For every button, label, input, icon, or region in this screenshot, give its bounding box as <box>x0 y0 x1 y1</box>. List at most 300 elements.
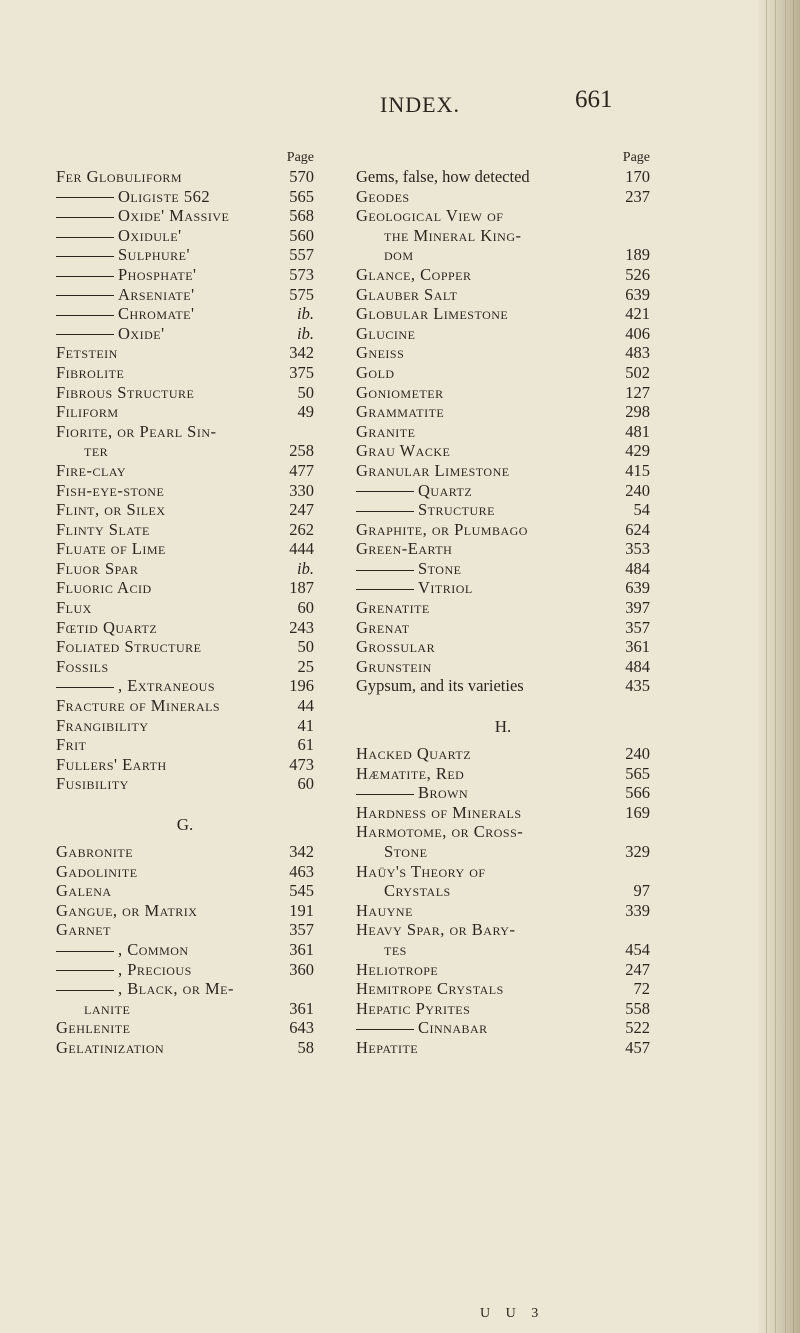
entry-label <box>356 265 472 285</box>
entry-label <box>356 920 515 940</box>
right-column <box>356 148 650 1058</box>
entry-text: Fullers' Earth <box>56 754 167 774</box>
index-entry <box>56 940 314 960</box>
entries-f <box>56 167 314 794</box>
entry-label <box>56 402 119 422</box>
ditto-rule <box>56 217 114 218</box>
entry-label <box>56 245 190 265</box>
index-entry <box>356 960 650 980</box>
entry-label <box>56 735 87 755</box>
entry-text: Flux <box>56 598 92 618</box>
entry-label <box>56 187 210 207</box>
index-entry <box>356 744 650 764</box>
left-column <box>56 148 314 1058</box>
entry-text: Fœtid Quartz <box>56 617 158 637</box>
entry-page: 361 <box>625 637 650 657</box>
index-entry <box>356 167 650 187</box>
entry-label <box>56 1038 164 1058</box>
index-entry <box>356 285 650 305</box>
index-entry <box>56 265 314 285</box>
entry-label <box>356 618 410 638</box>
entry-label <box>56 206 229 226</box>
entry-text: Grau Wacke <box>356 441 451 461</box>
entry-label <box>356 324 415 344</box>
index-entry <box>56 755 314 775</box>
index-entry <box>56 187 314 207</box>
entry-text: Gangue, or Matrix <box>56 900 198 920</box>
entry-page: 247 <box>625 959 650 979</box>
entry-label <box>56 979 234 999</box>
index-entry <box>356 539 650 559</box>
index-entry <box>56 960 314 980</box>
entry-page: 502 <box>625 362 650 382</box>
entry-label <box>384 842 427 862</box>
ditto-rule <box>356 511 414 512</box>
index-entry <box>56 735 314 755</box>
entry-page: 25 <box>297 656 314 676</box>
index-entry <box>356 206 650 226</box>
index-entry <box>56 901 314 921</box>
index-entry <box>56 920 314 940</box>
entry-page: 573 <box>289 264 314 284</box>
entry-page: 50 <box>297 382 314 402</box>
entry-page: 360 <box>289 959 314 979</box>
index-entry <box>356 559 650 579</box>
entry-label <box>56 716 149 736</box>
index-entry <box>56 1038 314 1058</box>
entry-label <box>56 881 112 901</box>
ditto-rule <box>56 334 114 335</box>
entry-text: , Extraneous <box>118 676 215 696</box>
ditto-rule <box>56 256 114 257</box>
entry-label <box>356 285 457 305</box>
entry-text: Stone <box>418 558 462 578</box>
page-number: 661 <box>575 86 613 113</box>
entry-page: 170 <box>625 167 650 186</box>
entry-text: Geological View of <box>356 206 504 226</box>
entry-page: 463 <box>289 861 314 881</box>
entry-page: 421 <box>625 304 650 324</box>
entry-page: 330 <box>289 480 314 500</box>
entry-label <box>384 881 451 901</box>
entry-text: Hepatic Pyrites <box>356 998 471 1018</box>
index-entry <box>356 881 650 901</box>
entry-page: 454 <box>625 939 650 959</box>
entry-label <box>356 304 508 324</box>
entry-label <box>56 559 138 579</box>
entry-page: 481 <box>625 421 650 441</box>
entry-text: Crystals <box>384 881 451 901</box>
entry-label <box>356 578 473 598</box>
index-entry <box>56 716 314 736</box>
entries-h <box>356 744 650 1058</box>
entry-label <box>56 285 195 305</box>
entry-text: Fiorite, or Pearl Sin- <box>56 421 217 441</box>
index-entry <box>56 979 314 999</box>
entry-label <box>356 559 461 579</box>
index-entry <box>356 764 650 784</box>
entry-page: ib. <box>297 558 314 578</box>
entries-g-cont <box>356 167 650 696</box>
entry-label <box>56 676 215 696</box>
entry-text: Oligiste 562 <box>118 186 211 206</box>
index-entry <box>56 245 314 265</box>
entry-page: 473 <box>289 754 314 774</box>
ditto-rule <box>56 970 114 971</box>
entry-text: Fusibility <box>56 774 129 794</box>
entry-page: 361 <box>289 998 314 1018</box>
entry-text: Heliotrope <box>356 959 439 979</box>
index-entry <box>356 304 650 324</box>
entry-label <box>356 979 504 999</box>
entry-page: 457 <box>625 1037 650 1057</box>
index-entry <box>56 539 314 559</box>
entry-page: 44 <box>297 696 314 716</box>
entry-label <box>356 500 495 520</box>
entry-text: dom <box>384 245 414 265</box>
entry-text: Fish-eye-stone <box>56 480 165 500</box>
entry-page: 298 <box>625 402 650 422</box>
entries-g <box>56 842 314 1058</box>
entry-text: Gabronite <box>56 842 134 861</box>
running-head <box>0 92 800 118</box>
entry-label <box>56 520 150 540</box>
entry-text: Gehlenite <box>56 1018 131 1038</box>
index-entry <box>356 842 650 862</box>
entry-page: 566 <box>625 783 650 803</box>
entry-label <box>356 520 528 540</box>
ditto-rule <box>56 687 114 688</box>
entry-label <box>356 901 413 921</box>
entry-text: , Black, or Me- <box>118 979 234 999</box>
entry-label <box>56 842 133 862</box>
index-entry <box>356 383 650 403</box>
entry-label <box>56 940 189 960</box>
index-entry <box>56 500 314 520</box>
entry-label <box>356 999 470 1019</box>
entry-label <box>56 500 166 520</box>
entry-text: Galena <box>56 881 112 901</box>
entry-text: Oxidule' <box>118 225 182 245</box>
entry-text: Frit <box>56 735 87 755</box>
entry-label <box>356 862 486 882</box>
entry-page: 72 <box>633 979 650 999</box>
index-entry <box>56 226 314 246</box>
entry-page: 240 <box>625 744 650 764</box>
entry-page: 60 <box>297 598 314 618</box>
entry-page: 429 <box>625 441 650 461</box>
index-entry <box>56 481 314 501</box>
entry-text: Fetstein <box>56 343 118 363</box>
entry-text: Globular Limestone <box>356 304 509 324</box>
entry-text: Quartz <box>418 480 473 500</box>
index-entry <box>56 842 314 862</box>
entry-page: 526 <box>625 264 650 284</box>
entry-label <box>56 901 197 921</box>
entry-page: 127 <box>625 382 650 402</box>
entry-label <box>356 383 444 403</box>
index-entry <box>56 402 314 422</box>
entry-text: , Precious <box>118 959 192 979</box>
index-entry <box>356 920 650 940</box>
entry-text: Grossular <box>356 637 436 657</box>
index-entry <box>356 598 650 618</box>
entry-page: 60 <box>297 774 314 794</box>
entry-label <box>56 539 166 559</box>
entry-page: 639 <box>625 578 650 598</box>
index-entry <box>356 324 650 344</box>
entry-page: 237 <box>625 186 650 206</box>
entry-text: Grunstein <box>356 656 432 676</box>
ditto-rule <box>356 491 414 492</box>
index-entry <box>56 167 314 187</box>
index-entry <box>356 657 650 677</box>
entry-text: Grenat <box>356 617 410 637</box>
index-entry <box>56 324 314 344</box>
index-entry <box>356 245 650 265</box>
entry-text: , Common <box>118 939 189 959</box>
entry-label <box>384 245 414 265</box>
entry-label <box>56 481 164 501</box>
entry-text: Harmotome, or Cross- <box>356 822 524 842</box>
entry-page: 643 <box>289 1018 314 1038</box>
entry-page: 545 <box>289 881 314 901</box>
entry-text: Hæmatite, Red <box>356 763 465 783</box>
entry-text: Gold <box>356 362 395 382</box>
entry-text: Grenatite <box>356 598 430 618</box>
entry-page: 240 <box>625 480 650 500</box>
index-entry <box>356 783 650 803</box>
ditto-rule <box>56 990 114 991</box>
entry-text: Fibrous Structure <box>56 382 195 402</box>
entry-label <box>56 920 111 940</box>
ditto-rule <box>56 295 114 296</box>
entry-text: Fossils <box>56 656 109 676</box>
entry-label <box>56 343 118 363</box>
entry-label <box>356 422 415 442</box>
index-entry <box>356 520 650 540</box>
index-entry <box>356 901 650 921</box>
index-entry <box>356 618 650 638</box>
index-entry <box>356 1038 650 1058</box>
index-entry <box>56 441 314 461</box>
index-entry <box>56 343 314 363</box>
entry-label <box>56 657 109 677</box>
ditto-rule <box>56 951 114 952</box>
ditto-rule <box>356 589 414 590</box>
entry-page: 522 <box>625 1018 650 1038</box>
index-entry <box>56 1018 314 1038</box>
entry-label <box>356 1018 488 1038</box>
entry-text: Haüy's Theory of <box>356 861 486 881</box>
entry-page: 397 <box>625 598 650 618</box>
entry-page: 342 <box>289 842 314 861</box>
ditto-rule <box>356 794 414 795</box>
entry-page: 565 <box>289 186 314 206</box>
entry-page: 361 <box>289 939 314 959</box>
entry-page: 357 <box>289 920 314 940</box>
entry-page: 61 <box>297 735 314 755</box>
entry-text: Gneiss <box>356 343 405 363</box>
running-title: INDEX. <box>380 92 460 117</box>
index-entry <box>56 422 314 442</box>
entry-page: 54 <box>633 500 650 520</box>
entry-page: 560 <box>289 225 314 245</box>
entry-text: Phosphate' <box>118 264 197 284</box>
entry-text: Gelatinization <box>56 1037 165 1057</box>
entry-label <box>356 461 510 481</box>
entry-text: Hacked Quartz <box>356 744 472 764</box>
entry-label <box>356 441 450 461</box>
entry-text: Graphite, or Plumbago <box>356 519 528 539</box>
entry-label <box>56 1018 130 1038</box>
entry-label <box>84 999 130 1019</box>
entry-label <box>356 803 522 823</box>
entry-page: 187 <box>289 578 314 598</box>
entry-label <box>356 764 464 784</box>
entry-page: 444 <box>289 539 314 559</box>
entry-page: 189 <box>625 245 650 265</box>
entry-label <box>56 598 92 618</box>
index-entry <box>356 343 650 363</box>
entry-label <box>56 363 124 383</box>
entry-page: 339 <box>625 900 650 920</box>
index-entry <box>356 187 650 207</box>
entry-label <box>356 598 430 618</box>
index-entry <box>56 637 314 657</box>
index-entry <box>56 285 314 305</box>
entry-text: Fibrolite <box>56 362 125 382</box>
index-entry <box>56 520 314 540</box>
entry-label <box>356 167 530 187</box>
entry-label <box>356 657 432 677</box>
index-entry <box>56 881 314 901</box>
index-entry <box>56 578 314 598</box>
entry-page: 415 <box>625 460 650 480</box>
entry-text: Fracture of Minerals <box>56 696 221 716</box>
ditto-rule <box>356 1029 414 1030</box>
entry-text: Arseniate' <box>118 284 195 304</box>
entry-page: 247 <box>289 500 314 520</box>
entry-text: Goniometer <box>356 382 444 402</box>
index-entry <box>56 304 314 324</box>
entry-page: ib. <box>297 323 314 343</box>
entry-label <box>356 363 395 383</box>
entry-text: Flinty Slate <box>56 519 150 539</box>
entry-page: 575 <box>289 284 314 304</box>
entry-text: Fluor Spar <box>56 558 139 578</box>
entry-label <box>356 206 503 226</box>
entry-page: 570 <box>289 167 314 186</box>
entry-label <box>356 676 524 696</box>
entry-text: Geodes <box>356 186 410 206</box>
entry-page: 243 <box>289 617 314 637</box>
index-entry <box>356 822 650 842</box>
entry-text: lanite <box>84 998 131 1018</box>
entry-text: Gadolinite <box>56 861 138 881</box>
entry-label <box>56 461 126 481</box>
entry-text: Oxide' Massive <box>118 206 230 226</box>
index-entry <box>356 940 650 960</box>
index-entry <box>56 598 314 618</box>
ditto-rule <box>56 276 114 277</box>
index-entry <box>356 862 650 882</box>
entry-text: Hepatite <box>356 1037 419 1057</box>
entry-text: Foliated Structure <box>56 637 202 657</box>
entry-label <box>384 940 407 960</box>
entry-text: Glauber Salt <box>356 284 458 304</box>
index-entry <box>356 578 650 598</box>
entry-text: Fluate of Lime <box>56 539 166 559</box>
entry-page: 169 <box>625 802 650 822</box>
entry-text: Chromate' <box>118 304 195 324</box>
entry-label <box>56 383 194 403</box>
index-entry <box>356 803 650 823</box>
entry-text: Structure <box>418 500 496 520</box>
index-entry <box>356 441 650 461</box>
entry-page: 41 <box>297 715 314 735</box>
entry-text: Granular Limestone <box>356 460 510 480</box>
entry-page: 58 <box>297 1037 314 1057</box>
entry-page: 375 <box>289 362 314 382</box>
entry-label <box>56 618 157 638</box>
entry-label <box>356 822 523 842</box>
entry-text: the Mineral King- <box>384 225 522 245</box>
signature-mark: U U 3 <box>480 1306 545 1321</box>
index-entry <box>56 618 314 638</box>
index-entry <box>356 481 650 501</box>
entry-page: 353 <box>625 539 650 559</box>
ditto-rule <box>56 197 114 198</box>
entry-page: 477 <box>289 460 314 480</box>
entry-text: Grammatite <box>356 402 445 422</box>
entry-label <box>356 343 404 363</box>
entry-text: Fer Globuliform <box>56 167 183 186</box>
entry-text: Hauyne <box>356 900 413 920</box>
entry-page: 329 <box>625 842 650 861</box>
entry-text: Brown <box>418 783 469 803</box>
entry-text: Sulphure' <box>118 245 190 265</box>
entry-label <box>356 783 468 803</box>
index-entry <box>56 862 314 882</box>
index-entry <box>56 383 314 403</box>
entry-label <box>356 637 435 657</box>
entry-text: Fire-clay <box>56 460 127 480</box>
index-entry <box>356 1018 650 1038</box>
ditto-rule <box>56 315 114 316</box>
entry-page: 50 <box>297 637 314 657</box>
entry-page: 258 <box>289 441 314 461</box>
entry-page: 624 <box>625 519 650 539</box>
entry-text: tes <box>384 939 407 959</box>
entry-label <box>356 187 410 207</box>
entry-page: 558 <box>625 998 650 1018</box>
entry-page: 191 <box>289 900 314 920</box>
entry-text: Frangibility <box>56 715 149 735</box>
entry-page: 639 <box>625 284 650 304</box>
entry-page: 262 <box>289 519 314 539</box>
entry-text: Glance, Copper <box>356 264 472 284</box>
entry-text: Vitriol <box>418 578 473 598</box>
entry-label <box>56 578 152 598</box>
entry-text: Glucine <box>356 323 416 343</box>
entry-page: 97 <box>633 881 650 901</box>
entry-page: 342 <box>289 343 314 363</box>
entry-text: Hardness of Minerals <box>356 802 522 822</box>
page-label: Page <box>286 150 314 165</box>
section-letter-g: G. <box>176 815 194 834</box>
index-entry <box>56 461 314 481</box>
